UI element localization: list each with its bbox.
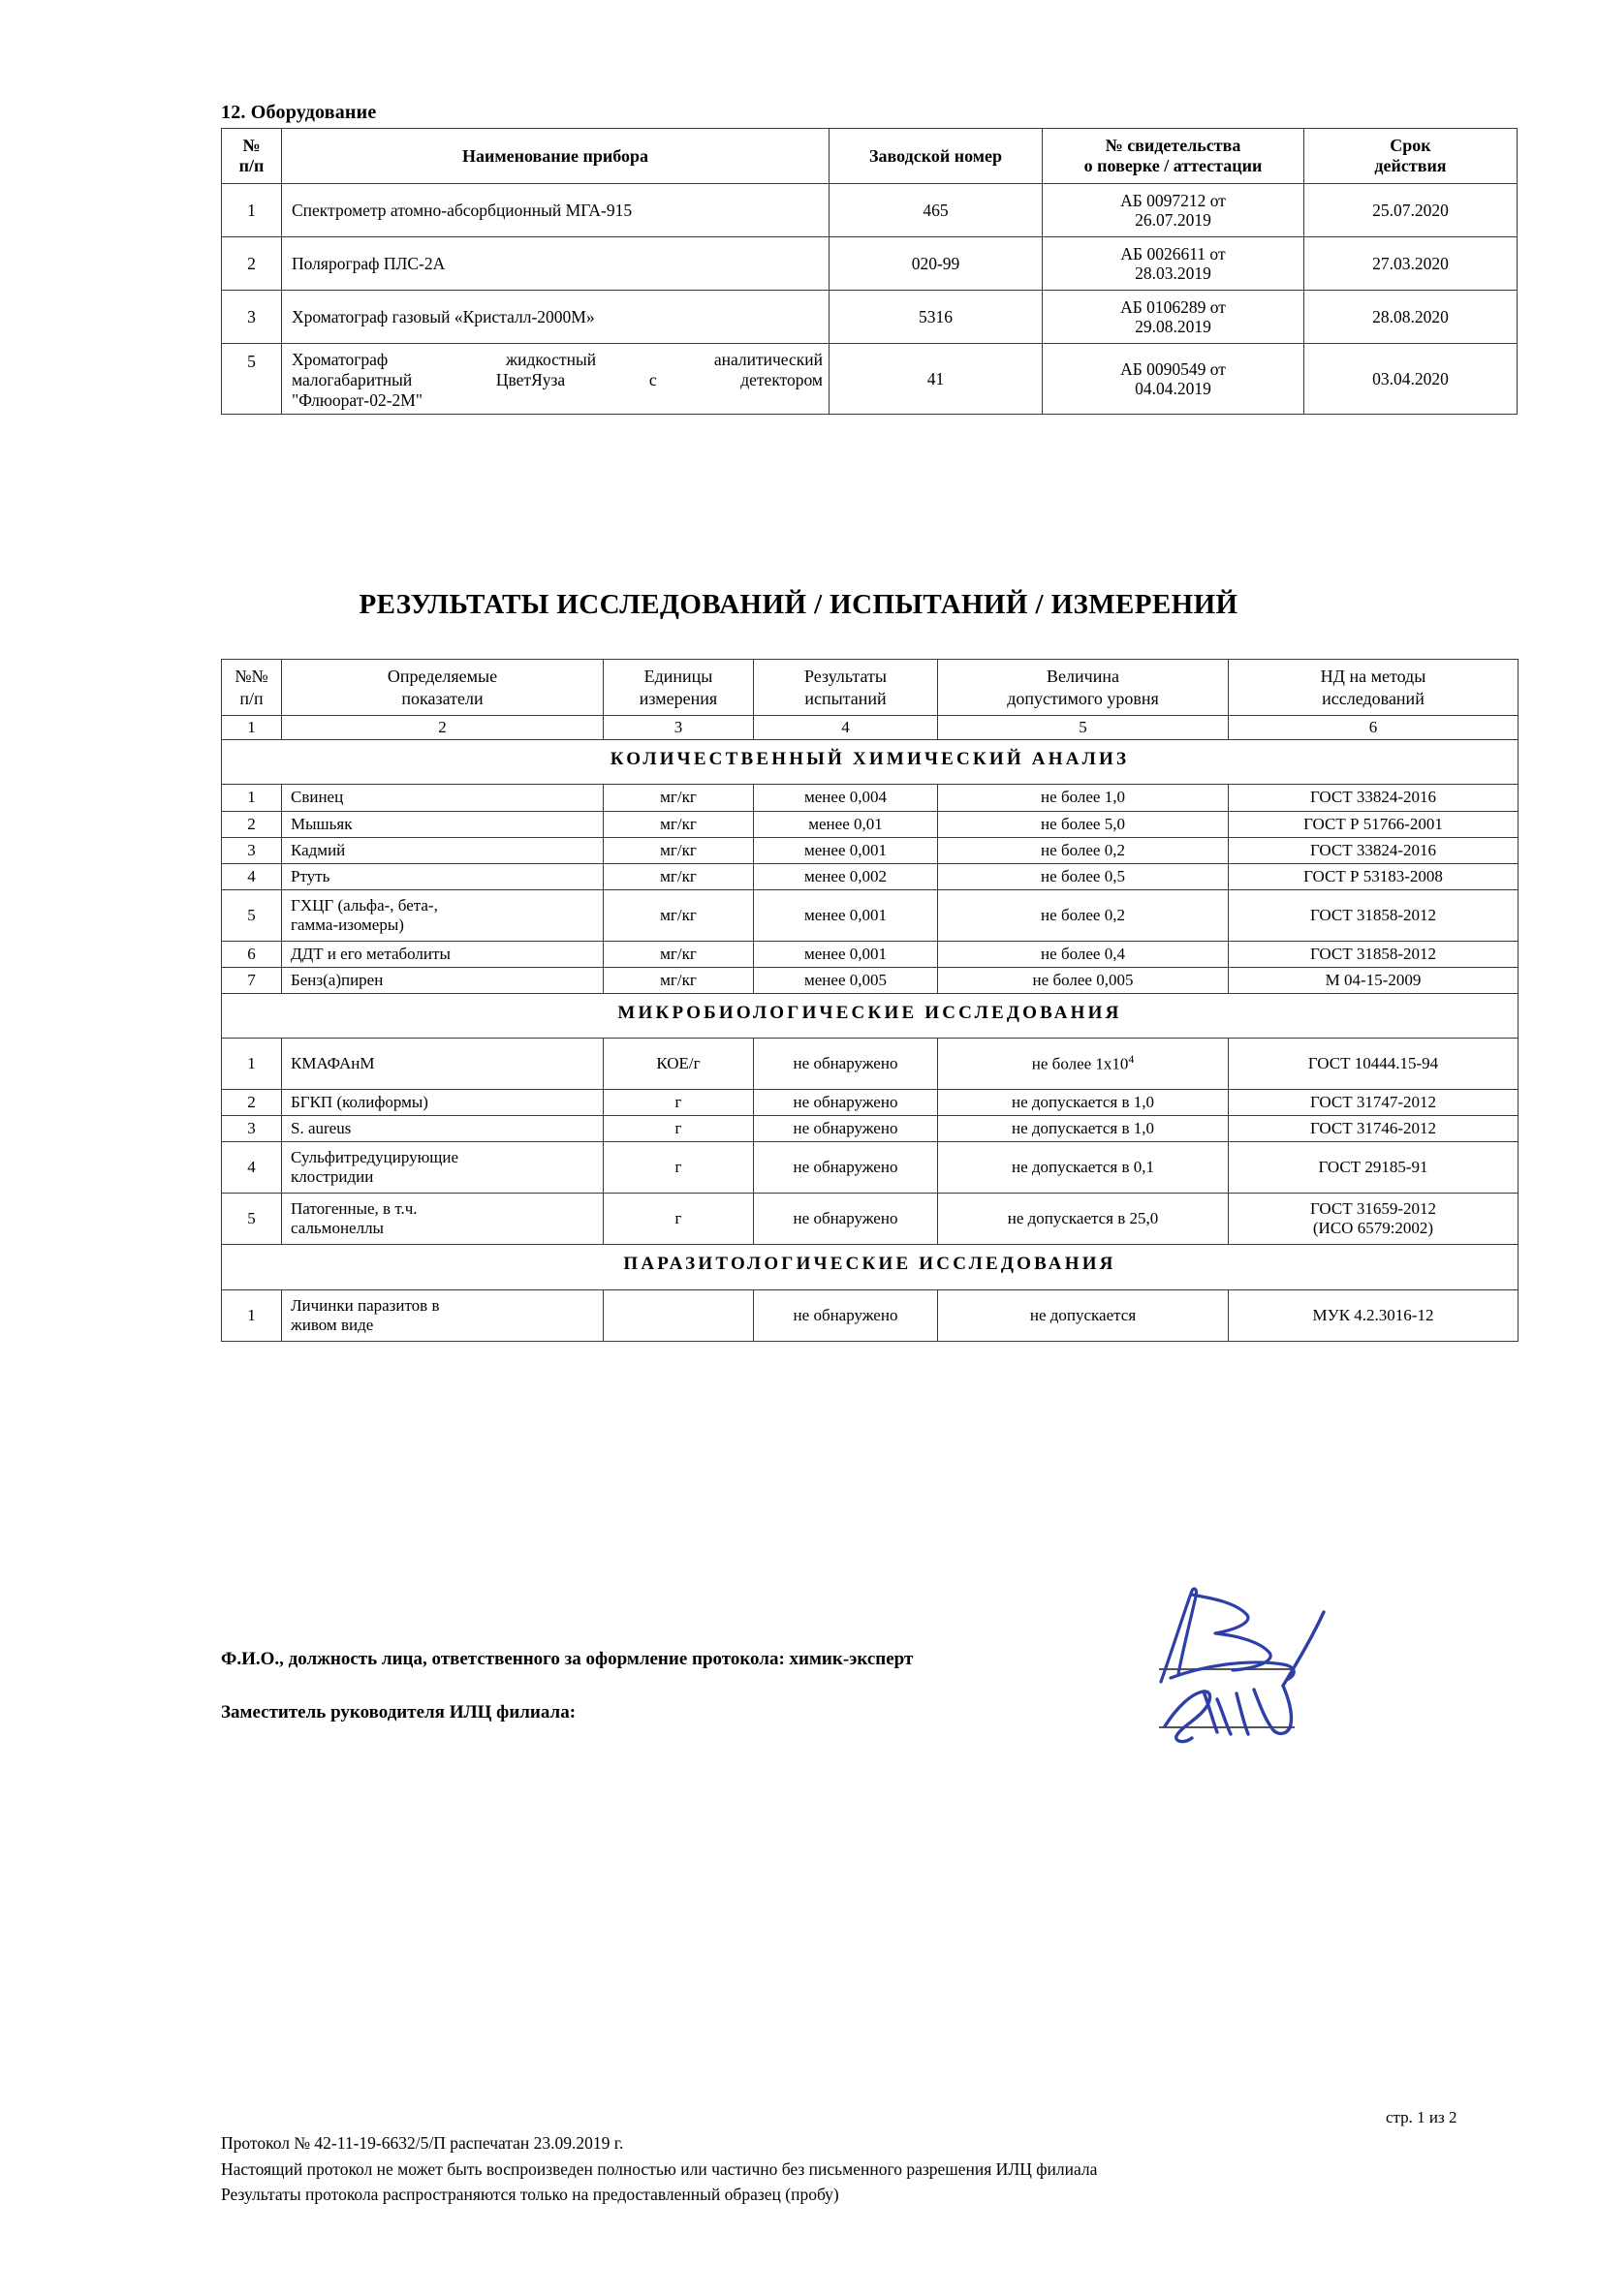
footer-notes xyxy=(221,2130,1097,2208)
row-parameter: БГКП (колиформы) xyxy=(282,1090,604,1116)
results-header-result-line1: Результаты xyxy=(804,667,887,686)
row-result: менее 0,001 xyxy=(754,941,938,967)
equipment-row-number: 1 xyxy=(222,184,282,237)
equipment-row-number: 5 xyxy=(222,344,282,415)
equipment-cert-line2: 28.03.2019 xyxy=(1135,264,1211,284)
row-result: менее 0,01 xyxy=(754,811,938,837)
results-header-unit xyxy=(604,660,754,716)
equipment-row-serial: 41 xyxy=(830,344,1043,415)
row-index: 5 xyxy=(222,889,282,941)
row-result: не обнаружено xyxy=(754,1039,938,1090)
results-header-limit xyxy=(938,660,1229,716)
row-index: 1 xyxy=(222,1289,282,1341)
equipment-header-valid-line2: действия xyxy=(1374,156,1447,176)
section-title-chemical: КОЛИЧЕСТВЕННЫЙ ХИМИЧЕСКИЙ АНАЛИЗ xyxy=(222,740,1519,785)
equipment-cert-line1: АБ 0106289 от xyxy=(1120,296,1226,317)
column-number: 5 xyxy=(938,716,1229,740)
row-parameter xyxy=(282,1194,604,1245)
equipment-row-validity: 25.07.2020 xyxy=(1304,184,1518,237)
equipment-cert-line1: АБ 0026611 от xyxy=(1120,243,1226,264)
table-row xyxy=(222,889,1519,941)
table-row xyxy=(222,344,1518,415)
equipment-row-number: 2 xyxy=(222,237,282,291)
row-parameter-line1: ГХЦГ (альфа-, бета-, xyxy=(291,895,438,915)
row-index: 5 xyxy=(222,1194,282,1245)
page-number: стр. 1 из 2 xyxy=(1386,2108,1457,2126)
equipment-row-name: Спектрометр атомно-абсорбционный МГА-915 xyxy=(282,184,830,237)
row-index: 6 xyxy=(222,941,282,967)
row-parameter: Бенз(а)пирен xyxy=(282,967,604,993)
row-unit: мг/кг xyxy=(604,889,754,941)
equipment-header-valid-line1: Срок xyxy=(1390,136,1431,155)
row-result: менее 0,005 xyxy=(754,967,938,993)
equipment-row-certificate xyxy=(1043,344,1304,415)
results-header-limit-line1: Величина xyxy=(1047,667,1119,686)
row-unit: мг/кг xyxy=(604,811,754,837)
results-header-parameter-line1: Определяемые xyxy=(387,667,498,686)
row-index: 1 xyxy=(222,785,282,811)
row-method: ГОСТ 29185-91 xyxy=(1229,1142,1519,1194)
row-limit: не допускается xyxy=(938,1289,1229,1341)
equipment-row-certificate xyxy=(1043,237,1304,291)
equipment-header-name: Наименование прибора xyxy=(282,129,830,184)
results-column-number-row xyxy=(222,716,1519,740)
table-row xyxy=(222,291,1518,344)
equipment-row-name: Хроматограф газовый «Кристалл-2000М» xyxy=(282,291,830,344)
footer-line-1: Протокол № 42-11-19-6632/5/П распечатан 23.09.2019 г. xyxy=(221,2133,624,2153)
equipment-cert-line2: 04.04.2019 xyxy=(1135,379,1211,399)
row-parameter-line2: клостридии xyxy=(291,1167,374,1187)
row-method: ГОСТ 31858-2012 xyxy=(1229,889,1519,941)
row-method: ГОСТ Р 53183-2008 xyxy=(1229,863,1519,889)
results-table-header-row xyxy=(222,660,1519,716)
handwritten-signature-icon xyxy=(1153,1585,1366,1750)
row-parameter: ДДТ и его метаболиты xyxy=(282,941,604,967)
table-row xyxy=(222,184,1518,237)
table-row xyxy=(222,1142,1519,1194)
signature-role-label-1: Ф.И.О., должность лица, ответственного за оформление протокола: химик-эксперт xyxy=(221,1649,914,1669)
column-number: 4 xyxy=(754,716,938,740)
row-limit-base: не более 1х10 xyxy=(1031,1054,1129,1073)
row-method: МУК 4.2.3016-12 xyxy=(1229,1289,1519,1341)
section-title-parasitological: ПАРАЗИТОЛОГИЧЕСКИЕ ИССЛЕДОВАНИЯ xyxy=(222,1245,1519,1289)
row-unit: мг/кг xyxy=(604,941,754,967)
table-row xyxy=(222,1194,1519,1245)
row-result: менее 0,002 xyxy=(754,863,938,889)
column-number: 6 xyxy=(1229,716,1519,740)
row-index: 3 xyxy=(222,837,282,863)
row-unit: мг/кг xyxy=(604,837,754,863)
row-method: ГОСТ 31858-2012 xyxy=(1229,941,1519,967)
equipment-row-name xyxy=(282,344,830,415)
table-row xyxy=(222,1090,1519,1116)
column-number: 2 xyxy=(282,716,604,740)
equipment-cert-line2: 29.08.2019 xyxy=(1135,317,1211,337)
results-header-limit-line2: допустимого уровня xyxy=(1007,688,1159,708)
results-header-unit-line1: Единицы xyxy=(643,667,713,686)
equipment-name-line3: "Флюорат-02-2М" xyxy=(292,389,423,410)
row-index: 2 xyxy=(222,1090,282,1116)
results-section-heading: РЕЗУЛЬТАТЫ ИССЛЕДОВАНИЙ / ИСПЫТАНИЙ / ИЗМЕРЕНИЙ xyxy=(359,589,1238,620)
row-method-line1: ГОСТ 31659-2012 xyxy=(1309,1199,1437,1219)
results-header-result xyxy=(754,660,938,716)
table-row xyxy=(222,1039,1519,1090)
equipment-row-serial: 465 xyxy=(830,184,1043,237)
row-index: 7 xyxy=(222,967,282,993)
row-limit: не допускается в 1,0 xyxy=(938,1116,1229,1142)
row-index: 4 xyxy=(222,863,282,889)
signature-line-2 xyxy=(1159,1726,1295,1728)
results-header-method-line2: исследований xyxy=(1322,688,1425,708)
results-header-parameter xyxy=(282,660,604,716)
row-method: ГОСТ 33824-2016 xyxy=(1229,837,1519,863)
row-unit: мг/кг xyxy=(604,863,754,889)
row-limit: не допускается в 25,0 xyxy=(938,1194,1229,1245)
row-method xyxy=(1229,1194,1519,1245)
table-row xyxy=(222,837,1519,863)
equipment-name-line2: малогабаритный ЦветЯуза с детектором xyxy=(292,370,823,390)
row-parameter-line1: Сульфитредуцирующие xyxy=(291,1148,459,1167)
results-header-index-line1: №№ xyxy=(235,667,268,686)
footer-line-2: Настоящий протокол не может быть воспроизведен полностью или частично без письменного разрешения ИЛЦ филиала xyxy=(221,2158,1098,2179)
equipment-table xyxy=(221,128,1518,415)
row-result: не обнаружено xyxy=(754,1289,938,1341)
equipment-header-num xyxy=(222,129,282,184)
equipment-row-name: Полярограф ПЛС-2А xyxy=(282,237,830,291)
table-row xyxy=(222,237,1518,291)
row-limit: не допускается в 1,0 xyxy=(938,1090,1229,1116)
equipment-header-serial: Заводской номер xyxy=(830,129,1043,184)
row-result: не обнаружено xyxy=(754,1142,938,1194)
equipment-header-cert-line1: № свидетельства xyxy=(1105,136,1241,155)
row-parameter: Ртуть xyxy=(282,863,604,889)
row-limit: не более 0,5 xyxy=(938,863,1229,889)
row-result: менее 0,001 xyxy=(754,837,938,863)
row-index: 3 xyxy=(222,1116,282,1142)
table-row xyxy=(222,863,1519,889)
equipment-header-certificate xyxy=(1043,129,1304,184)
row-limit: не более 1,0 xyxy=(938,785,1229,811)
row-method: ГОСТ 33824-2016 xyxy=(1229,785,1519,811)
row-result: менее 0,004 xyxy=(754,785,938,811)
results-header-index xyxy=(222,660,282,716)
equipment-name-line1: Хроматограф жидкостный аналитический xyxy=(292,350,823,370)
results-header-method xyxy=(1229,660,1519,716)
equipment-row-serial: 5316 xyxy=(830,291,1043,344)
equipment-row-number: 3 xyxy=(222,291,282,344)
equipment-header-validity xyxy=(1304,129,1518,184)
equipment-header-num-line2: п/п xyxy=(238,156,265,176)
row-parameter-line1: Личинки паразитов в xyxy=(291,1295,440,1315)
column-number: 1 xyxy=(222,716,282,740)
row-limit: не допускается в 0,1 xyxy=(938,1142,1229,1194)
equipment-row-serial: 020-99 xyxy=(830,237,1043,291)
row-method: ГОСТ Р 51766-2001 xyxy=(1229,811,1519,837)
row-unit: мг/кг xyxy=(604,967,754,993)
footer-line-3: Результаты протокола распространяются только на предоставленный образец (пробу) xyxy=(221,2185,839,2205)
row-result: менее 0,001 xyxy=(754,889,938,941)
row-parameter: Кадмий xyxy=(282,837,604,863)
section-title-microbiological: МИКРОБИОЛОГИЧЕСКИЕ ИССЛЕДОВАНИЯ xyxy=(222,993,1519,1038)
equipment-header-num-line1: № xyxy=(242,136,261,155)
results-header-index-line2: п/п xyxy=(239,688,264,708)
row-parameter xyxy=(282,1289,604,1341)
results-section-title-row xyxy=(222,993,1519,1038)
row-index: 2 xyxy=(222,811,282,837)
row-unit xyxy=(604,1289,754,1341)
results-header-method-line1: НД на методы xyxy=(1320,667,1426,686)
row-parameter-line2: живом виде xyxy=(291,1315,374,1334)
row-unit: г xyxy=(604,1194,754,1245)
equipment-header-cert-line2: о поверке / аттестации xyxy=(1083,156,1263,176)
row-result: не обнаружено xyxy=(754,1194,938,1245)
row-index: 1 xyxy=(222,1039,282,1090)
row-unit: г xyxy=(604,1090,754,1116)
row-method: ГОСТ 31747-2012 xyxy=(1229,1090,1519,1116)
row-unit: г xyxy=(604,1142,754,1194)
table-row xyxy=(222,1289,1519,1341)
row-method: М 04-15-2009 xyxy=(1229,967,1519,993)
results-section-title-row xyxy=(222,1245,1519,1289)
row-limit: не более 0,2 xyxy=(938,889,1229,941)
row-limit: не более 5,0 xyxy=(938,811,1229,837)
row-limit: не более 0,005 xyxy=(938,967,1229,993)
table-row xyxy=(222,1116,1519,1142)
row-index: 4 xyxy=(222,1142,282,1194)
equipment-cert-line1: АБ 0090549 от xyxy=(1120,358,1226,379)
row-limit-exponent: 4 xyxy=(1128,1053,1135,1067)
signature-line-1 xyxy=(1159,1668,1295,1670)
row-method: ГОСТ 31746-2012 xyxy=(1229,1116,1519,1142)
column-number: 3 xyxy=(604,716,754,740)
signature-role-label-2: Заместитель руководителя ИЛЦ филиала: xyxy=(221,1702,577,1722)
row-method: ГОСТ 10444.15-94 xyxy=(1229,1039,1519,1090)
equipment-row-validity: 28.08.2020 xyxy=(1304,291,1518,344)
equipment-section-caption: 12. Оборудование xyxy=(221,102,377,123)
row-parameter: Мышьяк xyxy=(282,811,604,837)
table-row xyxy=(222,785,1519,811)
equipment-cert-line1: АБ 0097212 от xyxy=(1120,190,1226,210)
row-parameter-line2: гамма-изомеры) xyxy=(291,915,404,934)
row-result: не обнаружено xyxy=(754,1116,938,1142)
row-parameter xyxy=(282,889,604,941)
equipment-table-header-row xyxy=(222,129,1518,184)
row-parameter-line1: Патогенные, в т.ч. xyxy=(291,1199,418,1219)
results-header-result-line2: испытаний xyxy=(804,688,887,708)
results-header-unit-line2: измерения xyxy=(639,688,718,708)
row-result: не обнаружено xyxy=(754,1090,938,1116)
results-table xyxy=(221,659,1519,1342)
row-limit: не более 0,4 xyxy=(938,941,1229,967)
row-parameter xyxy=(282,1142,604,1194)
table-row xyxy=(222,811,1519,837)
row-parameter: КМАФАнМ xyxy=(282,1039,604,1090)
equipment-row-validity: 27.03.2020 xyxy=(1304,237,1518,291)
equipment-row-validity: 03.04.2020 xyxy=(1304,344,1518,415)
row-limit: не более 0,2 xyxy=(938,837,1229,863)
equipment-cert-line2: 26.07.2019 xyxy=(1135,210,1211,231)
equipment-row-certificate xyxy=(1043,291,1304,344)
row-method-line2: (ИСО 6579:2002) xyxy=(1312,1219,1434,1238)
results-section-title-row xyxy=(222,740,1519,785)
row-unit: мг/кг xyxy=(604,785,754,811)
row-parameter: Свинец xyxy=(282,785,604,811)
equipment-row-certificate xyxy=(1043,184,1304,237)
results-header-parameter-line2: показатели xyxy=(401,688,484,708)
table-row xyxy=(222,967,1519,993)
row-parameter: S. aureus xyxy=(282,1116,604,1142)
row-unit: КОЕ/г xyxy=(604,1039,754,1090)
row-limit xyxy=(938,1039,1229,1090)
row-parameter-line2: сальмонеллы xyxy=(291,1219,384,1238)
row-unit: г xyxy=(604,1116,754,1142)
table-row xyxy=(222,941,1519,967)
